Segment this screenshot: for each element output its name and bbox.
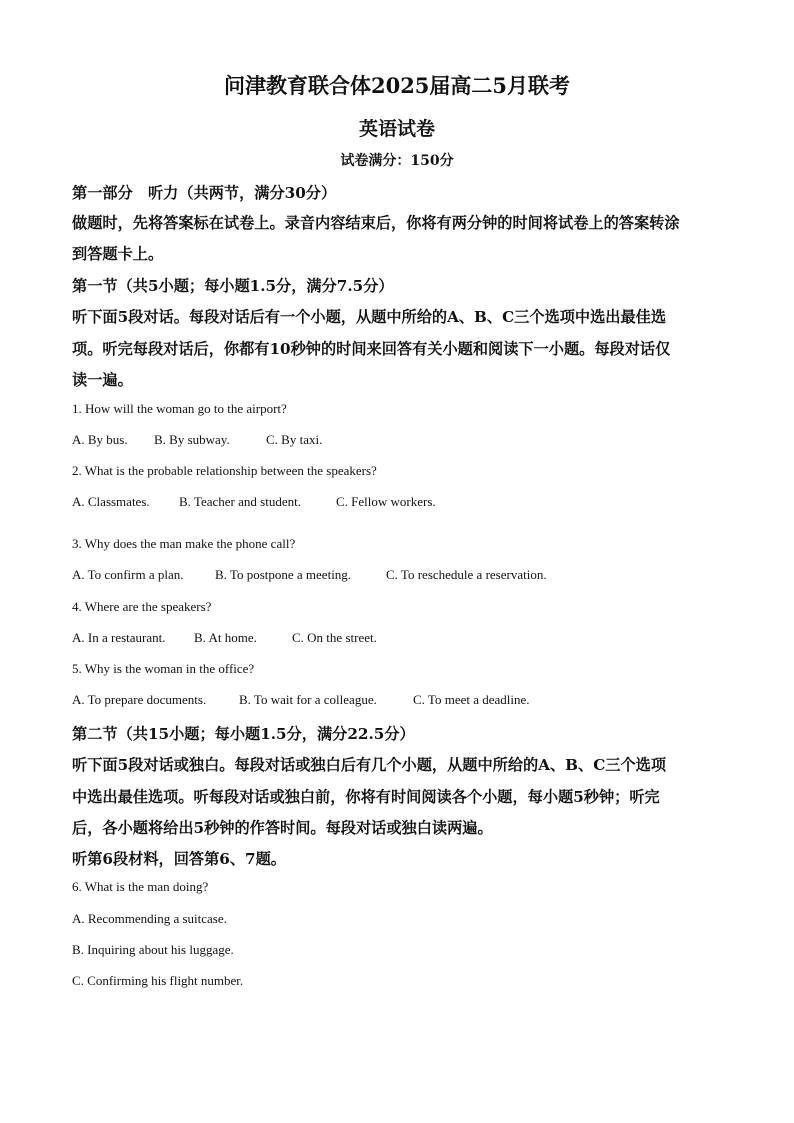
section1-instruction-line1: 听下面5段对话。每段对话后有一个小题，从题中所给的A、B、C三个选项中选出最佳选 [72,308,667,326]
exam-subtitle: 英语试卷 [358,118,435,140]
part1-instruction-line1: 做题时，先将答案标在试卷上。录音内容结束后，你将有两分钟的时间将试卷上的答案转涂 [72,214,680,232]
option-c: C. To reschedule a reservation. [386,567,547,582]
option-a: A. To prepare documents. [72,692,207,707]
option-b: B. To postpone a meeting. [215,567,352,582]
question-6-option-c: C. Confirming his flight number. [72,973,244,988]
option-a: A. Classmates. [72,494,150,509]
question-6: 6. What is the man doing? [72,879,209,894]
question-2-options [72,494,722,510]
question-2: 2. What is the probable relationship between the speakers? [72,463,377,478]
part1-heading: 第一部分 听力（共两节，满分30分） [72,184,337,202]
section1-instruction-line2: 项。听完每段对话后，你都有10秒钟的时间来回答有关小题和阅读下一小题。每段对话仅 [72,340,671,358]
question-1: 1. How will the woman go to the airport? [72,401,287,416]
question-5: 5. Why is the woman in the office? [72,661,255,676]
question-6-option-a: A. Recommending a suitcase. [72,911,227,926]
part1-instruction-line2: 到答题卡上。 [72,245,164,263]
section2-instruction-line1: 听下面5段对话或独白。每段对话或独白后有几个小题，从题中所给的A、B、C三个选项 [72,756,667,774]
option-c: C. To meet a deadline. [413,692,530,707]
question-1-options [72,432,722,448]
option-c: C. On the street. [292,630,377,645]
option-b: B. At home. [194,630,257,645]
question-4: 4. Where are the speakers? [72,599,212,614]
option-c: C. Fellow workers. [336,494,436,509]
section1-heading: 第一节（共5小题；每小题1.5分，满分7.5分） [72,277,394,295]
option-c: C. By taxi. [266,432,323,447]
section1-instruction-line3: 读一遍。 [72,371,133,389]
option-a: A. To confirm a plan. [72,567,184,582]
material-6-heading: 听第6段材料，回答第6、7题。 [72,850,286,868]
question-3-options [72,567,722,583]
section2-instruction-line2: 中选出最佳选项。听每段对话或独白前，你将有时间阅读各个小题，每小题5秒钟；听完 [72,788,660,806]
option-a: A. By bus. [72,432,128,447]
question-5-options [72,692,722,708]
question-3: 3. Why does the man make the phone call? [72,536,296,551]
section2-heading: 第二节（共15小题；每小题1.5分，满分22.5分） [72,725,415,743]
option-a: A. In a restaurant. [72,630,166,645]
option-b: B. By subway. [154,432,230,447]
section2-instruction-line3: 后，各小题将给出5秒钟的作答时间。每段对话或独白读两遍。 [72,819,493,837]
exam-score: 试卷满分：150分 [340,153,454,169]
option-b: B. Teacher and student. [179,494,301,509]
option-b: B. To wait for a colleague. [239,692,377,707]
question-4-options [72,630,722,646]
exam-title: 问津教育联合体2025届高二5月联考 [223,73,571,98]
question-6-option-b: B. Inquiring about his luggage. [72,942,234,957]
